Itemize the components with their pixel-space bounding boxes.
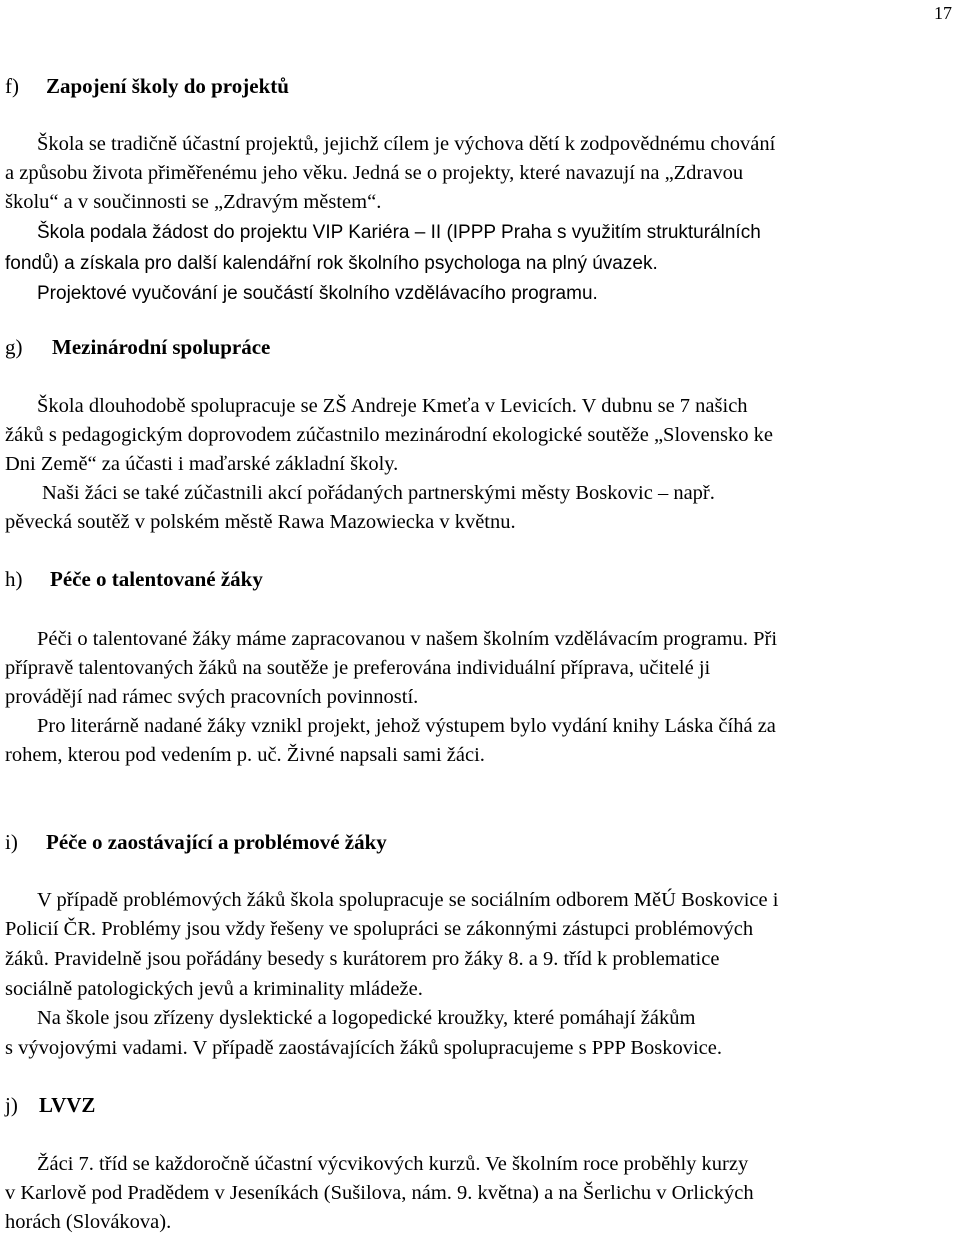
section-letter: j) xyxy=(5,1093,18,1117)
section-heading-j xyxy=(5,1093,95,1118)
section-letter: f) xyxy=(5,74,19,98)
section-heading-h xyxy=(5,567,263,592)
page-number: 17 xyxy=(934,3,952,23)
paragraph-line: žáků. Pravidelně jsou pořádány besedy s kurátorem pro žáky 8. a 9. tříd k problematice xyxy=(5,948,720,970)
paragraph-line: školu“ a v součinnosti se „Zdravým městem“. xyxy=(5,191,382,213)
section-heading-i xyxy=(5,830,387,855)
section-title: Péče o talentované žáky xyxy=(50,567,263,591)
paragraph-line: Péči o talentované žáky máme zapracovanou v našem školním vzdělávacím programu. Při xyxy=(37,628,778,650)
paragraph-line: žáků s pedagogickým doprovodem zúčastnilo mezinárodní ekologické soutěže „Slovensko ke xyxy=(5,424,773,446)
section-letter: g) xyxy=(5,335,23,359)
section-heading-g xyxy=(5,335,270,360)
paragraph-line: fondů) a získala pro další kalendářní rok školního psychologa na plný úvazek. xyxy=(5,253,658,274)
paragraph-line: sociálně patologických jevů a kriminality mládeže. xyxy=(5,978,423,1000)
paragraph-line: Na škole jsou zřízeny dyslektické a logopedické kroužky, které pomáhají žákům xyxy=(37,1007,696,1029)
paragraph-line: Škola se tradičně účastní projektů, jejichž cílem je výchova dětí k zodpovědnému chování xyxy=(37,133,776,155)
paragraph-line: Projektové vyučování je součástí školního vzdělávacího programu. xyxy=(37,283,598,304)
paragraph-line: rohem, kterou pod vedením p. uč. Živné napsali sami žáci. xyxy=(5,744,485,766)
paragraph-line: Žáci 7. tříd se každoročně účastní výcvikových kurzů. Ve školním roce proběhly kurzy xyxy=(37,1153,749,1175)
paragraph-line: Naši žáci se také zúčastnili akcí pořádaných partnerskými městy Boskovic – např. xyxy=(42,482,715,504)
paragraph-line: přípravě talentovaných žáků na soutěže je preferována individuální příprava, učitelé ji xyxy=(5,657,711,679)
section-title: Mezinárodní spolupráce xyxy=(52,335,271,359)
paragraph-line: horách (Slovákova). xyxy=(5,1211,172,1233)
paragraph-line: v Karlově pod Pradědem v Jeseníkách (Sušilova, nám. 9. května) a na Šerlichu v Orlických xyxy=(5,1182,754,1204)
paragraph-line: Policií ČR. Problémy jsou vždy řešeny ve spolupráci se zákonnými zástupci problémových xyxy=(5,918,754,940)
paragraph-line: Škola podala žádost do projektu VIP Kariéra – II (IPPP Praha s využitím strukturálních xyxy=(37,222,761,243)
paragraph-line: Pro literárně nadané žáky vznikl projekt, jehož výstupem bylo vydání knihy Láska číhá za xyxy=(37,715,776,737)
section-title: Péče o zaostávající a problémové žáky xyxy=(46,830,387,854)
section-title: LVVZ xyxy=(39,1093,96,1117)
paragraph-line: pěvecká soutěž v polském městě Rawa Mazowiecka v květnu. xyxy=(5,511,516,533)
section-heading-f xyxy=(5,74,289,99)
section-letter: h) xyxy=(5,567,23,591)
paragraph-line: Škola dlouhodobě spolupracuje se ZŠ Andreje Kmeťa v Levicích. V dubnu se 7 našich xyxy=(37,395,748,417)
section-letter: i) xyxy=(5,830,18,854)
paragraph-line: provádějí nad rámec svých pracovních povinností. xyxy=(5,686,419,708)
paragraph-line: a způsobu života přiměřenému jeho věku. Jedná se o projekty, které navazují na „Zdravou xyxy=(5,162,744,184)
section-title: Zapojení školy do projektů xyxy=(46,74,289,98)
paragraph-line: s vývojovými vadami. V případě zaostávajících žáků spolupracujeme s PPP Boskovice. xyxy=(5,1037,722,1059)
paragraph-line: Dni Země“ za účasti i maďarské základní školy. xyxy=(5,453,399,475)
paragraph-line: V případě problémových žáků škola spolupracuje se sociálním odborem MěÚ Boskovice i xyxy=(37,889,779,911)
